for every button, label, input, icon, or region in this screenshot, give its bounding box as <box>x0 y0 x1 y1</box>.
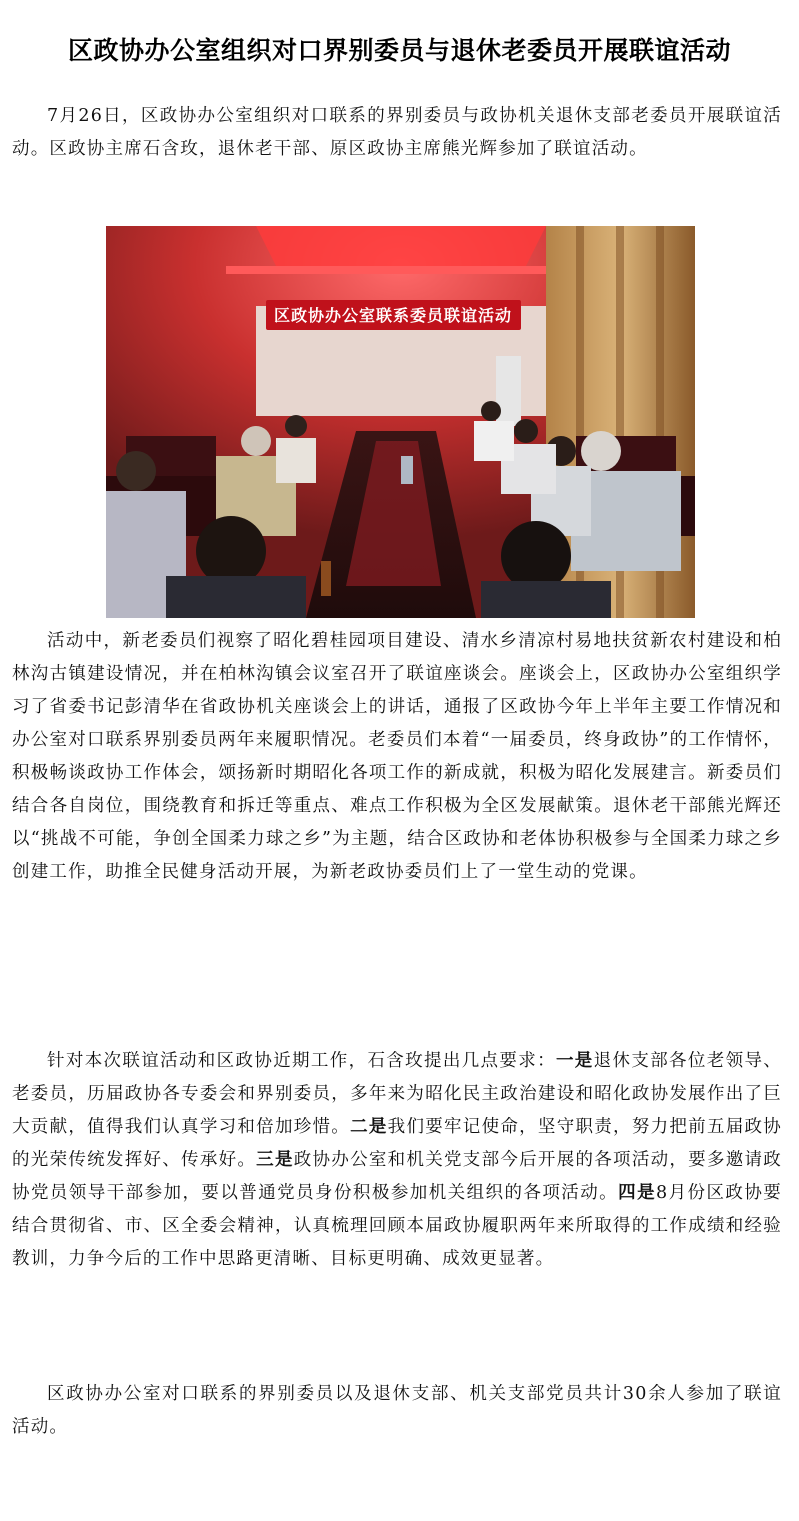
article-paragraph-1 <box>12 100 782 166</box>
emphasis-marker: 三是 <box>256 1150 294 1170</box>
emphasis-marker: 二是 <box>350 1117 388 1137</box>
paragraph-text: 7月26日，区政协办公室组织对口联系的界别委员与政协机关退休支部老委员开展联谊活动。区政协主席石含玫，退休老干部、原区政协主席熊光辉参加了联谊活动。 <box>12 106 782 159</box>
article-paragraph-2 <box>12 625 782 889</box>
paragraph-text: 我们要牢记使命，坚守职责，努力把前五届政协的光荣传统发挥好、传承好。 <box>12 1117 782 1170</box>
paragraph-text: 退休支部各位老领导、老委员，历届政协各专委会和界别委员，多年来为昭化民主政治建设和昭化政协发展作出了巨大贡献，值得我们认真学习和倍加珍惜。 <box>12 1051 783 1137</box>
banner-text: 区政协办公室联系委员联谊活动 <box>273 306 513 325</box>
paragraph-text: 8月份区政协要结合贯彻省、市、区全委会精神，认真梳理回顾本届政协履职两年来所取得的工作成绩和经验教训，力争今后的工作中思路更清晰、目标更明确、成效更显著。 <box>12 1183 782 1269</box>
emphasis-marker: 四是 <box>618 1183 657 1203</box>
article-paragraph-4 <box>12 1378 782 1444</box>
meeting-photo <box>106 226 695 618</box>
paragraph-text: 区政协办公室对口联系的界别委员以及退休支部、机关支部党员共计30余人参加了联谊活动。 <box>12 1384 782 1437</box>
paragraph-text: 政协办公室和机关党支部今后开展的各项活动，要多邀请政协党员领导干部参加，要以普通党员身份积极参加机关组织的各项活动。 <box>12 1150 782 1203</box>
article-title: 区政协办公室组织对口界别委员与退休老委员开展联谊活动 <box>67 35 731 65</box>
paragraph-text: 针对本次联谊活动和区政协近期工作，石含玫提出几点要求： <box>47 1051 556 1071</box>
article-paragraph-3 <box>12 1045 782 1276</box>
paragraph-text: 活动中，新老委员们视察了昭化碧桂园项目建设、清水乡清凉村易地扶贫新农村建设和柏林沟古镇建设情况，并在柏林沟镇会议室召开了联谊座谈会。座谈会上，区政协办公室组织学习了省委书记彭清华在省政协机关座谈会上的讲话，通报了区政协今年上半年主要工作情况和办公室对口联系界别委员两年来履职情况。老委员们本着“一届委员，终身政协”的工作情怀，积极畅谈政协工作体会，颂扬新时期昭化各项工作的新成就，积极为昭化发展建言。新委员们结合各自岗位，围绕教育和拆迁等重点、难点工作积极为全区发展献策。退休老干部熊光辉还以“挑战不可能，争创全国柔力球之乡”为主题，结合区政协和老体协积极参与全国柔力球之乡创建工作，助推全民健身活动开展，为新老政协委员们上了一堂生动的党课。 <box>12 631 782 882</box>
emphasis-marker: 一是 <box>555 1051 594 1071</box>
